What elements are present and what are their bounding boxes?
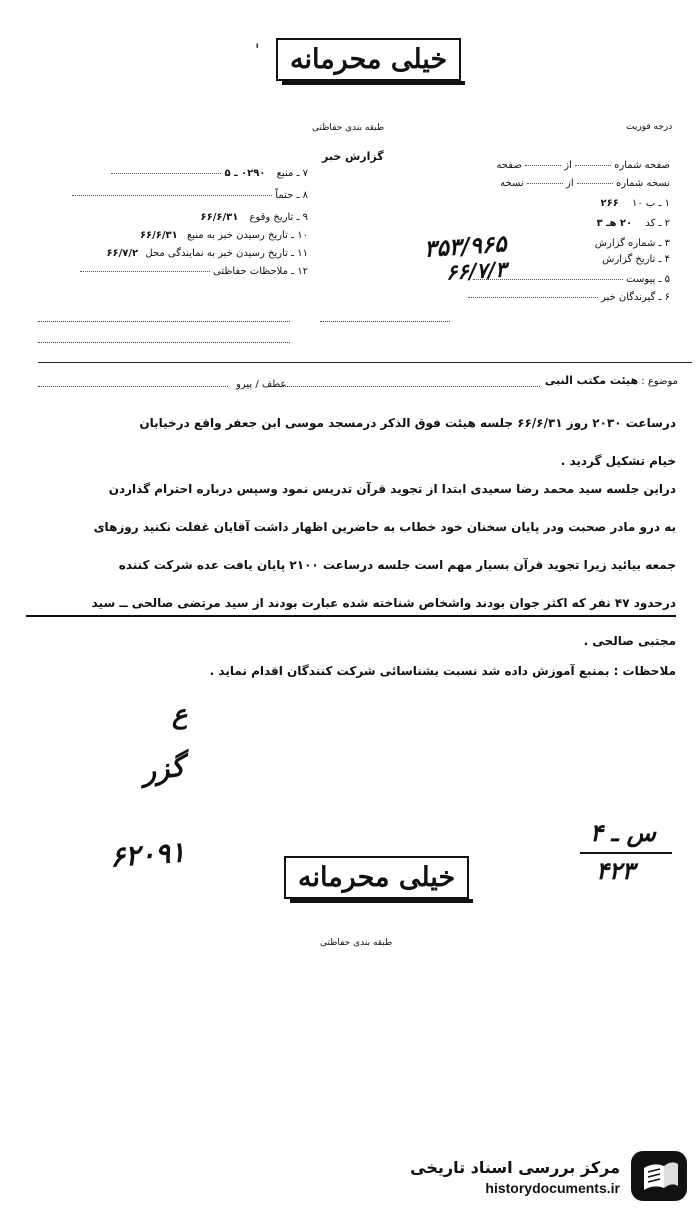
dotted-line-1 — [38, 321, 290, 322]
field-page-number: صفحه شماره از صفحه — [496, 160, 670, 171]
handwritten-number: ۶۲۰۹۱ — [108, 835, 187, 874]
dotted-line-2 — [320, 321, 450, 322]
classification-level-label: طبقه بندی حفاظتی — [312, 123, 385, 133]
field-attachment: ۵ ـ پیوست — [430, 274, 670, 288]
body-line: درحدود ۴۷ نفر که اکثر جوان بودند واشخاص شناخته شده عبارت بودند از سید مرتضی صالحی ــ سید — [26, 593, 676, 617]
dotted-line-3 — [38, 342, 290, 343]
body-line: مجتبی صالحی . — [583, 634, 676, 648]
field-source-received-date: ۱۰ ـ تاریخ رسیدن خبر به منبع ۶۶/۶/۳۱ — [139, 230, 308, 241]
field-code: ۲ ـ کد ۲۰ هـ ۳ — [596, 218, 670, 229]
field-source: ۷ ـ منبع ۰۲۹۰ ـ ۵ — [38, 168, 308, 184]
watermark-title: مرکز بررسی اسناد تاریخی — [410, 1158, 620, 1177]
subject-value: هیئت مکتب النبی — [544, 374, 639, 387]
field-event-date: ۹ ـ تاریخ وقوع ۶۶/۶/۳۱ — [200, 212, 308, 223]
subject-dotted-line — [280, 386, 540, 387]
watermark-logo-icon — [630, 1150, 688, 1202]
field-report-number: ۳ ـ شماره گزارش — [594, 238, 670, 249]
urgency-label: درجه فوریت — [626, 122, 673, 132]
handwritten-fraction-top: س ـ ۴ — [590, 818, 656, 847]
watermark-url: historydocuments.ir — [485, 1180, 620, 1196]
fraction-line — [580, 852, 672, 854]
subject-row: موضوع : هیئت مکتب النبی — [544, 374, 678, 387]
remarks-line: ملاحظات : بمنبع آموزش داده شد نسبت بشناسائی شرکت کنندگان اقدام نماید . — [209, 664, 676, 678]
handwritten-report-date: ۶۶/۷/۳ — [445, 256, 508, 285]
handwritten-signature: گزر — [139, 749, 187, 788]
body-line: خیام تشکیل گردید . — [560, 454, 676, 468]
field-local-received-date: ۱۱ ـ تاریخ رسیدن خبر به نمایندگی محل ۶۶/۷/۲ — [106, 248, 308, 259]
body-line: به درو مادر صحبت ودر پایان سخنان خود خطاب به حاضرین اظهار داشت آقایان غفلت نکنید روزهای — [93, 520, 676, 534]
top-mark: ' — [255, 40, 260, 59]
field-recipients: ۶ ـ گیرندگان خبر — [430, 292, 670, 306]
body-line: درساعت ۲۰۳۰ روز ۶۶/۶/۳۱ جلسه هیئت فوق الذکر درمسجد موسی ابن جعفر واقع درخیابان — [139, 416, 676, 430]
report-type: گزارش خبر — [322, 150, 384, 163]
classification-level-label-bottom: طبقه بندی حفاظتی — [320, 938, 393, 948]
field-report-date: ۴ ـ تاریخ گزارش — [602, 254, 670, 265]
classification-stamp-bottom: خيلی محرمانه — [284, 856, 469, 899]
handwritten-report-number: ۳۵۳/۹۶۵ — [423, 230, 508, 263]
field-copy-number: نسخه شماره از نسخه — [500, 178, 670, 189]
header-divider — [38, 362, 692, 363]
left-fields — [38, 168, 308, 282]
classification-stamp-top: خيلی محرمانه — [276, 38, 461, 81]
report-body — [26, 413, 676, 685]
body-line: جمعه بیائید زیرا تجوید قرآن بسیار مهم است جلسه درساعت ۲۱۰۰ پایان یافت عده شرکت کننده — [118, 558, 676, 572]
handwritten-fraction-bottom: ۴۲۳ — [596, 856, 635, 885]
attachment-dotted-line — [38, 386, 228, 387]
field-certainty: ۸ ـ حتماً — [38, 190, 308, 206]
attachment-ref: عطف / پیرو — [236, 379, 287, 390]
field-security-notes: ۱۲ ـ ملاحظات حفاظتی — [38, 266, 308, 282]
field-1: ۱ ـ ب ۱۰ ۲۶۶ — [600, 198, 670, 209]
body-line: دراین جلسه سید محمد رضا سعیدی ابتدا از تجوید قرآن تدریس نمود وسپس درباره احترام گذاردن — [108, 482, 676, 496]
handwritten-initial: ع — [172, 700, 188, 730]
